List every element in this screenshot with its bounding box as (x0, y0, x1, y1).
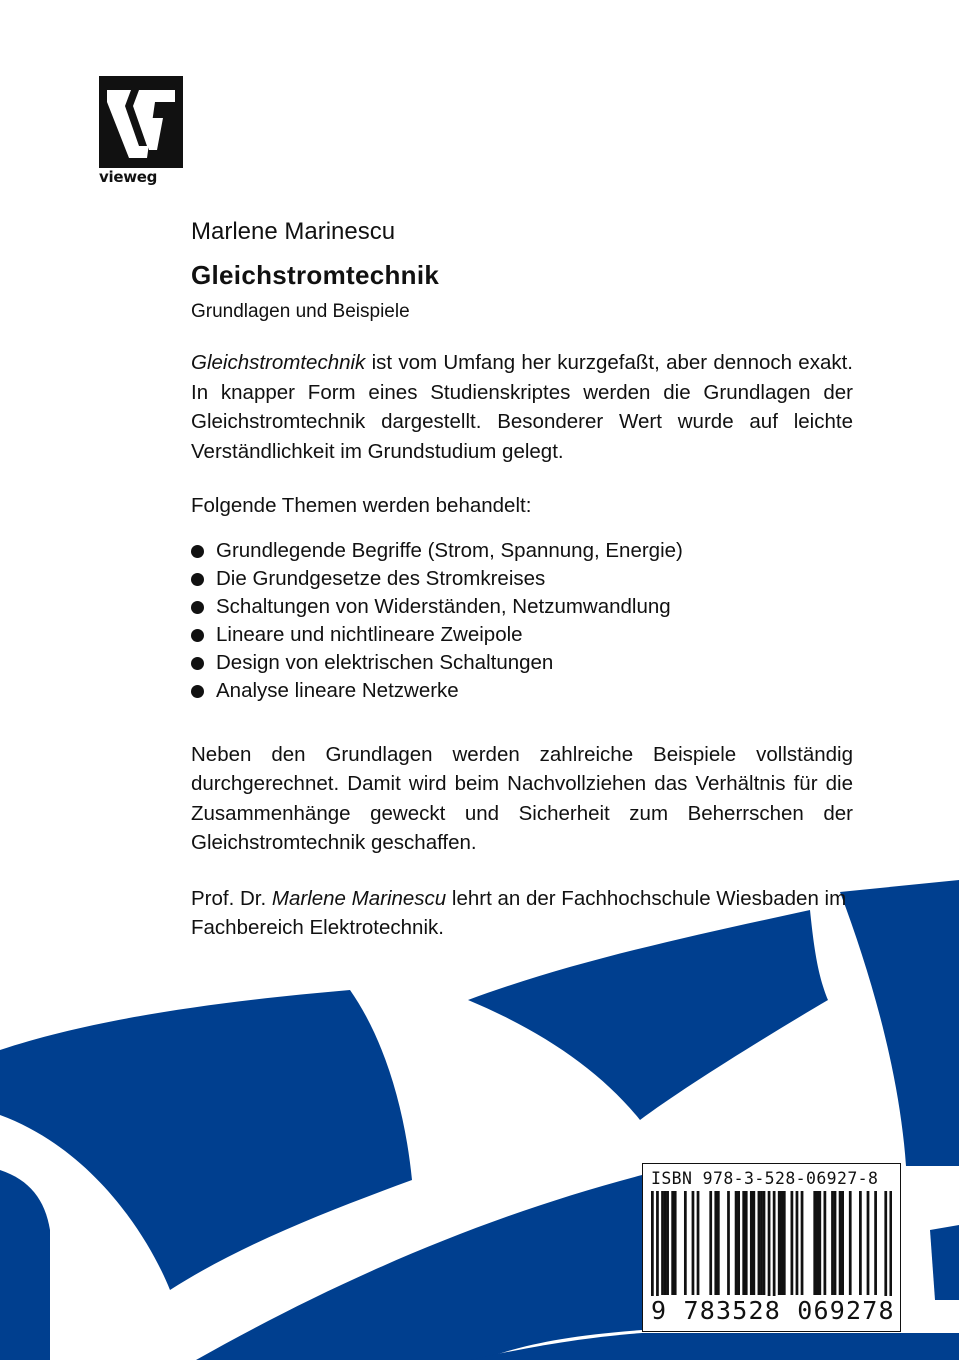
barcode-bar (674, 1191, 677, 1295)
barcode-bar (651, 1191, 654, 1303)
bullet-icon (191, 685, 204, 698)
topics-intro: Folgende Themen werden behandelt: (191, 494, 532, 517)
topics-list (191, 537, 853, 705)
barcode-bar (742, 1191, 745, 1295)
barcode-bar (664, 1191, 667, 1295)
barcode-bar (813, 1191, 816, 1295)
barcode-bar (656, 1191, 659, 1303)
barcode-bar (849, 1191, 852, 1295)
list-item: Schaltungen von Widerständen, Netzumwandlung (191, 593, 853, 621)
barcode-bar (818, 1191, 821, 1295)
list-item: Grundlegende Begriffe (Strom, Spannung, Energie) (191, 537, 853, 565)
blue-shape-right (840, 880, 959, 1166)
barcode-bar (745, 1191, 748, 1295)
list-item: Lineare und nichtlineare Zweipole (191, 621, 853, 649)
barcode-bar (717, 1191, 720, 1295)
barcode-bar (801, 1191, 804, 1295)
bullet-icon (191, 545, 204, 558)
author-name: Marlene Marinescu (191, 218, 396, 245)
barcode-bar (773, 1191, 776, 1303)
barcode-bar (752, 1191, 755, 1295)
barcode-bar (671, 1191, 674, 1295)
barcode-bar (867, 1191, 870, 1295)
barcode-bar (884, 1191, 887, 1303)
barcode-bar (889, 1191, 892, 1303)
bullet-icon (191, 657, 204, 670)
barcode-bar (750, 1191, 753, 1295)
barcode-bar (768, 1191, 771, 1303)
description-paragraph-1 (191, 348, 853, 466)
book-subtitle: Grundlagen und Beispiele (191, 301, 410, 322)
list-item: Analyse lineare Netzwerke (191, 677, 853, 705)
blue-shape-left (0, 990, 412, 1290)
barcode-bar (727, 1191, 730, 1295)
barcode-bar (666, 1191, 669, 1295)
book-title: Gleichstromtechnik (191, 260, 440, 290)
barcode-bar (760, 1191, 763, 1295)
bullet-icon (191, 629, 204, 642)
barcode-bar (859, 1191, 862, 1295)
list-item: Design von elektrischen Schaltungen (191, 649, 853, 677)
barcode-bar (824, 1191, 827, 1295)
barcode-bar (816, 1191, 819, 1295)
barcode-bar (839, 1191, 842, 1295)
barcode-bar (737, 1191, 740, 1295)
barcode-bar (841, 1191, 844, 1295)
barcode-bar (684, 1191, 687, 1295)
barcode-bar (834, 1191, 837, 1295)
barcode-bar (697, 1191, 700, 1295)
blue-shape-lower-left (0, 1170, 50, 1360)
isbn-barcode (642, 1163, 901, 1332)
barcode-bar (661, 1191, 664, 1295)
bullet-icon (191, 573, 204, 586)
vieweg-logo-mark (99, 76, 183, 168)
barcode-bar (831, 1191, 834, 1295)
title-italic: Gleichstromtechnik (191, 351, 366, 374)
barcode-bar (763, 1191, 766, 1295)
barcode-bar (692, 1191, 695, 1295)
publisher-wordmark: vieweg (99, 168, 158, 186)
barcode-bars (651, 1191, 892, 1303)
barcode-bar (783, 1191, 786, 1295)
barcode-bar (758, 1191, 761, 1295)
barcode-bar (735, 1191, 738, 1295)
barcode-bar (780, 1191, 783, 1295)
barcode-bar (778, 1191, 781, 1295)
barcode-bar (714, 1191, 717, 1295)
description-paragraph-3: Neben den Grundlagen werden zahlreiche Beispiele vollständig durchgerechnet. Damit wird beim Nachvollziehen das Verhältnis für die Zusammenhänge geweckt und Sicherheit zum Beherrschen der Gleichstromtechnik geschaffen. (191, 742, 853, 854)
barcode-bar (796, 1191, 799, 1295)
isbn-label: ISBN 978-3-528-06927-8 (651, 1169, 879, 1188)
barcode-bar (791, 1191, 794, 1295)
list-item: Die Grundgesetze des Stromkreises (191, 565, 853, 593)
bio-author-italic: Marlene Marinescu (271, 886, 447, 910)
blue-shape-right-edge (930, 1225, 959, 1300)
barcode-bar (874, 1191, 877, 1295)
ean-digits: 9 783528 069278 (651, 1296, 895, 1325)
back-cover-text (191, 214, 853, 943)
author-bio: Prof. Dr. Marlene Marinescu lehrt an der Fachhochschule Wiesbaden im Fachbereich Elektrotechnik. (191, 886, 847, 939)
barcode-bar (709, 1191, 712, 1295)
description-p1-text: ist vom Umfang her kurzgefaßt, aber dennoch exakt. In knapper Form eines Studienskriptes werden die Grundlagen der Gleichstromtechnik dargestellt. Besonderer Wert wurde auf leichte Verständlichkeit im Grundstudium gelegt. (191, 351, 853, 463)
bullet-icon (191, 601, 204, 614)
publisher-logo (99, 76, 183, 186)
